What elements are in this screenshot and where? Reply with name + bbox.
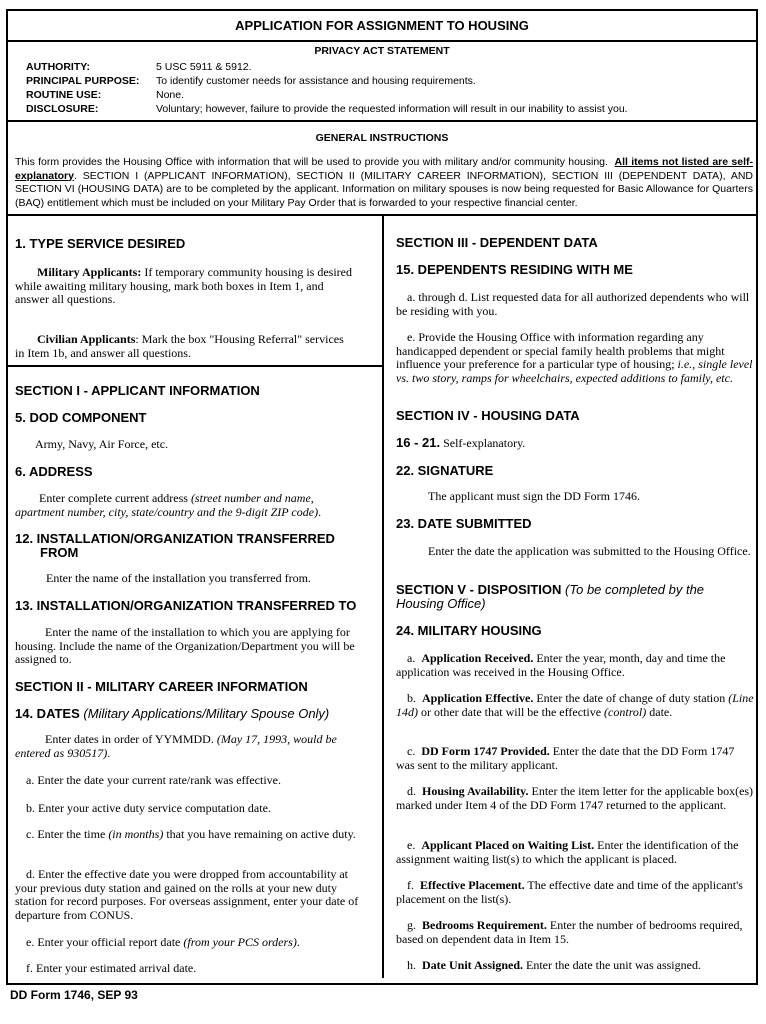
privacy-value: Voluntary; however, failure to provide the requested information will result in our inability to assist you. xyxy=(156,103,628,115)
item-16-text xyxy=(396,436,525,451)
item-24a-text: a. Application Received. Enter the year, month, day and time the application was received in the Housing Office. xyxy=(396,651,726,679)
column-divider xyxy=(382,216,384,978)
item-5-text: Army, Navy, Air Force, etc. xyxy=(35,437,169,451)
item-24d-label: Housing Availability. xyxy=(422,784,529,798)
general-text-2: . SECTION I (APPLICANT INFORMATION), SECTION II (MILITARY CAREER INFORMATION), SECTION III (DEPENDENT DATA), AND SECTION VI (HOUSING DATA) are to be completed by the applicant. Information on military spouses is now being requested for Basic Allowance for Quarters (BAQ) entitlement which must be included on your Military Pay Order that is forwarded to your respective financial center. xyxy=(15,169,753,209)
item-24b-body-4: (control) xyxy=(604,704,647,719)
civilian-applicants-label: Civilian Applicants xyxy=(37,332,136,346)
item-14c-text-a: c. Enter the time xyxy=(26,827,109,841)
item-14c-text-b: (in months) xyxy=(108,827,164,841)
item-14-text-b: (May 17, 1993, would be entered as 930517) xyxy=(15,732,337,760)
section-3-heading: SECTION III - DEPENDENT DATA xyxy=(396,235,598,250)
item-22-heading: 22. SIGNATURE xyxy=(396,463,494,478)
item-14e-text-c: . xyxy=(296,935,300,949)
item-14e-text-b: (from your PCS orders) xyxy=(183,935,297,949)
privacy-row xyxy=(26,89,628,103)
civilian-applicants-text xyxy=(15,333,355,360)
item-15e-text-b: i.e., single level vs. two story, ramps for wheelchairs, expected additions to family, etc. xyxy=(396,357,753,385)
item-6-text-b: (street number and name, apartment number, city, state/country and the 9-digit ZIP code) xyxy=(15,491,319,519)
item-16-label: 16 - 21. xyxy=(396,435,441,450)
item-16-body: Self-explanatory. xyxy=(440,436,526,450)
item-13-text: Enter the name of the installation to which you are applying for housing. Include the name of the Organization/Department you will be assigned to. xyxy=(15,625,355,666)
item-24h-body: Enter the date the unit was assigned. xyxy=(523,958,701,972)
item-24f-body: The effective date and time of the applicant's placement on the list(s). xyxy=(396,878,743,906)
privacy-act-statement xyxy=(8,42,756,122)
general-instructions xyxy=(8,122,756,216)
item-14-text xyxy=(15,733,370,760)
item-24g-body: Enter the number of bedrooms required, based on dependent data in Item 15. xyxy=(396,918,743,946)
item-24f-label: Effective Placement. xyxy=(420,878,525,892)
general-heading: GENERAL INSTRUCTIONS xyxy=(315,132,449,144)
item-24b-label: Application Effective. xyxy=(422,691,534,705)
privacy-key: DISCLOSURE: xyxy=(26,103,99,115)
item-15e-text xyxy=(396,331,754,385)
item-14-text-a: Enter dates in order of YYMMDD. xyxy=(45,732,217,746)
form-title: APPLICATION FOR ASSIGNMENT TO HOUSING xyxy=(8,11,756,42)
item-23-heading: 23. DATE SUBMITTED xyxy=(396,516,532,531)
item-1-heading: 1. TYPE SERVICE DESIRED xyxy=(15,236,186,251)
item-24e-text: e. Applicant Placed on Waiting List. Enter the identification of the assignment waiting list(s) to which the applicant is placed. xyxy=(396,838,739,866)
item-24c-label: DD Form 1747 Provided. xyxy=(421,744,550,758)
item-14a-text: a. Enter the date your current rate/rank was effective. xyxy=(26,773,281,787)
privacy-value: 5 USC 5911 & 5912. xyxy=(156,61,252,73)
privacy-heading: PRIVACY ACT STATEMENT xyxy=(314,45,450,57)
item-12-text: Enter the name of the installation you transferred from. xyxy=(46,571,311,585)
section-2-heading: SECTION II - MILITARY CAREER INFORMATION xyxy=(15,679,308,694)
item-24g-label: Bedrooms Requirement. xyxy=(422,918,547,932)
general-text xyxy=(15,156,753,210)
item-14e-text-a: e. Enter your official report date xyxy=(26,935,184,949)
form-footer: DD Form 1746, SEP 93 xyxy=(10,988,138,1002)
item-15a-text: a. through d. List requested data for all authorized dependents who will be residing with you. xyxy=(396,290,750,318)
item-22-text: The applicant must sign the DD Form 1746. xyxy=(428,489,640,503)
item-13-heading: 13. INSTALLATION/ORGANIZATION TRANSFERRED TO xyxy=(15,598,357,613)
privacy-table xyxy=(26,61,628,117)
item-15-heading: 15. DEPENDENTS RESIDING WITH ME xyxy=(396,262,633,277)
item-5-heading: 5. DOD COMPONENT xyxy=(15,410,147,425)
item-15e-text-a: e. Provide the Housing Office with information regarding any handicapped dependent or special family health problems that might influence your preference for a particular type of housing; xyxy=(396,330,725,371)
privacy-row xyxy=(26,61,628,75)
item-14c-text xyxy=(15,828,375,842)
item-14-heading xyxy=(15,706,329,721)
item-24b-body-2: (Line 14d) xyxy=(396,691,754,719)
item-6-text xyxy=(15,492,365,519)
privacy-row xyxy=(26,75,628,89)
privacy-key: ROUTINE USE: xyxy=(26,89,102,101)
item-24a-body: Enter the year, month, day and time the application was received in the Housing Office. xyxy=(396,651,726,679)
item-24c-body: Enter the date that the DD Form 1747 was sent to the military applicant. xyxy=(396,744,735,772)
item-24d-body: Enter the item letter for the applicable box(es) marked under Item 4 of the DD Form 1747 returned to the applicant. xyxy=(396,784,754,812)
general-text-1: This form provides the Housing Office with information that will be used to provide you with military and/or community housing. xyxy=(15,156,608,168)
section-5-label: SECTION V - DISPOSITION xyxy=(396,582,562,597)
privacy-key: PRINCIPAL PURPOSE: xyxy=(26,75,140,87)
military-applicants-label: Military Applicants: xyxy=(37,265,142,279)
item-24c-text: c. DD Form 1747 Provided. Enter the date that the DD Form 1747 was sent to the military applicant. xyxy=(396,744,735,772)
item-14f-text: f. Enter your estimated arrival date. xyxy=(26,961,197,975)
item-6-text-a: Enter complete current address xyxy=(39,491,191,505)
item-24b-body-1: Enter the date of change of duty station xyxy=(533,691,729,705)
item-24b-text: b. Application Effective. Enter the date of change of duty station (Line 14d) or other date that will be the effective (control) date. xyxy=(396,691,754,719)
general-text-emphasis: All items not listed are self-explanatory xyxy=(15,156,753,182)
item-24d-text: d. Housing Availability. Enter the item letter for the applicable box(es) marked under Item 4 of the DD Form 1747 returned to the applicant. xyxy=(396,784,754,812)
item-24e-label: Applicant Placed on Waiting List. xyxy=(421,838,595,852)
privacy-value: None. xyxy=(156,89,185,101)
form-frame xyxy=(6,9,758,985)
item-14-text-c: . xyxy=(107,745,111,760)
section-5-heading xyxy=(396,583,736,611)
section-5-note: (To be completed by the Housing Office) xyxy=(396,582,705,611)
section-1-heading: SECTION I - APPLICANT INFORMATION xyxy=(15,383,260,398)
section-4-heading: SECTION IV - HOUSING DATA xyxy=(396,408,580,423)
item-24h-label: Date Unit Assigned. xyxy=(422,958,524,972)
item-24-heading: 24. MILITARY HOUSING xyxy=(396,623,542,638)
civilian-applicants-body: : Mark the box "Housing Referral" services in Item 1b, and answer all questions. xyxy=(15,332,344,360)
item-24a-label: Application Received. xyxy=(421,651,534,665)
item-14d-text: d. Enter the effective date you were dropped from accountability at your previous duty station and gained on the rolls at your new duty station for record purposes. For overseas assignment, enter your date of departure from CONUS. xyxy=(15,867,359,922)
item-14b-text: b. Enter your active duty service computation date. xyxy=(26,801,271,815)
privacy-key: AUTHORITY: xyxy=(26,61,90,73)
item-6-text-c: . xyxy=(318,504,322,519)
item-14-label: 14. DATES xyxy=(15,706,80,721)
item-24g-text: g. Bedrooms Requirement. Enter the number of bedrooms required, based on dependent data in Item 15. xyxy=(396,918,743,946)
privacy-value: To identify customer needs for assistance and housing requirements. xyxy=(156,75,476,87)
military-applicants-text xyxy=(15,266,355,307)
item-12-heading-line2: FROM xyxy=(40,545,79,560)
item-23-text: Enter the date the application was submitted to the Housing Office. xyxy=(428,544,751,558)
item-24b-body-5: date. xyxy=(646,704,673,719)
item-12-heading: 12. INSTALLATION/ORGANIZATION TRANSFERRED xyxy=(15,531,335,546)
item-24b-body-3: or other date that will be the effective xyxy=(418,704,605,719)
item-6-heading: 6. ADDRESS xyxy=(15,464,93,479)
item-14-note: (Military Applications/Military Spouse Only) xyxy=(79,706,330,721)
item-14e-text xyxy=(26,936,300,950)
military-applicants-body: If temporary community housing is desired while awaiting military housing, mark both boxes in Item 1, and answer all questions. xyxy=(15,265,352,306)
left-divider xyxy=(8,365,382,367)
item-24e-body: Enter the identification of the assignment waiting list(s) to which the applicant is placed. xyxy=(396,838,739,866)
item-24h-text: h. Date Unit Assigned. Enter the date the unit was assigned. xyxy=(407,958,701,972)
privacy-row xyxy=(26,103,628,117)
item-14c-text-c: that you have remaining on active duty. xyxy=(163,827,356,841)
item-24f-text: f. Effective Placement. The effective date and time of the applicant's placement on the list(s). xyxy=(396,878,743,906)
